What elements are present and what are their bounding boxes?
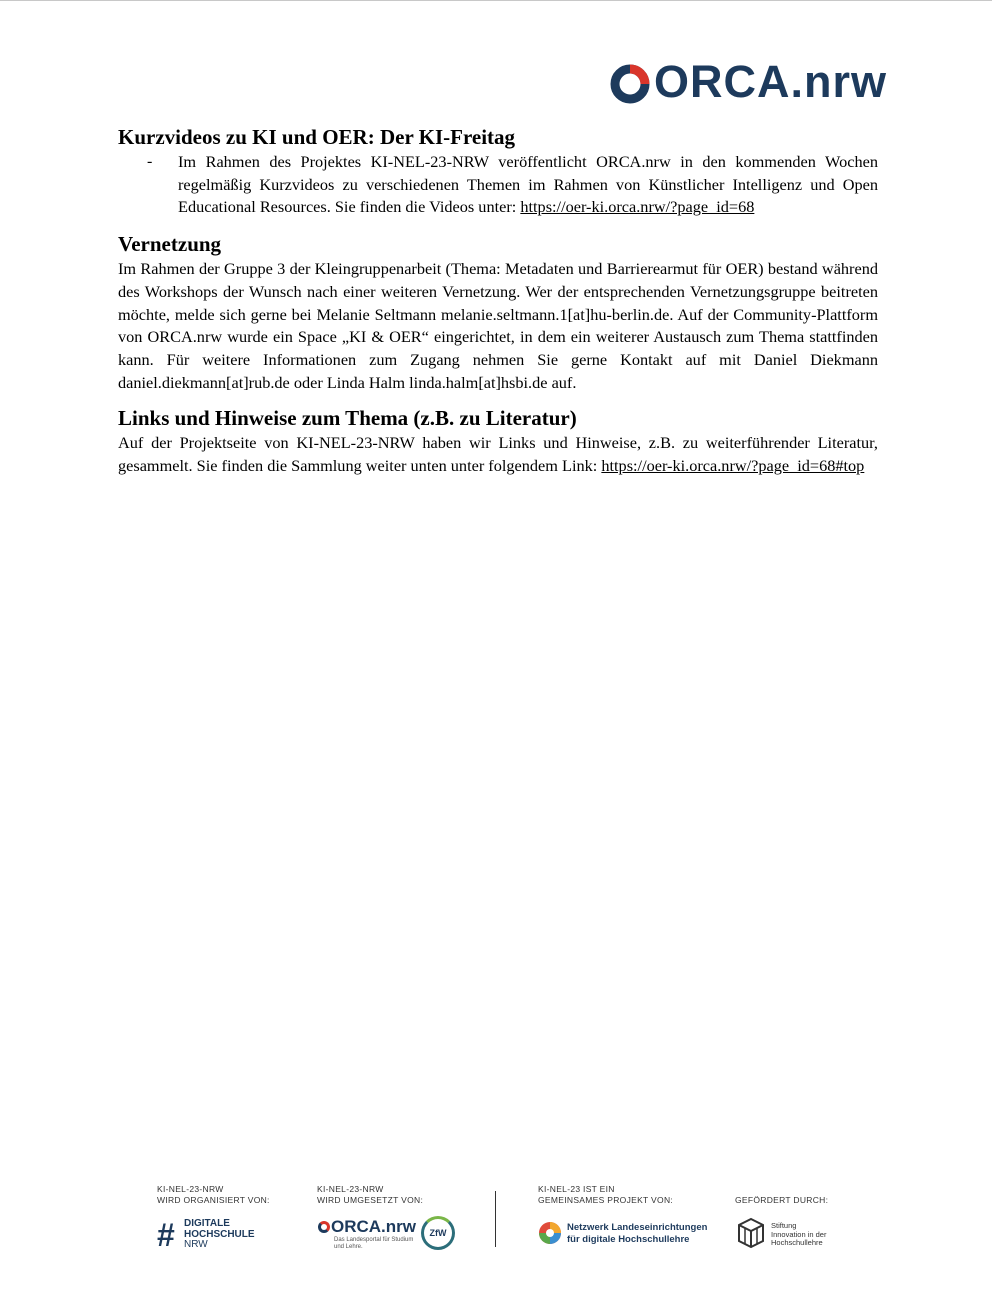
section-paragraph: Im Rahmen der Gruppe 3 der Kleingruppenarbeit (Thema: Metadaten und Barrierearmut für OER) bestand während des Workshops der Wunsch nach einer weiteren Vernetzung. Wer der entsprechenden Vernetzungsgruppe beitreten möchte, melde sich gerne bei Melanie Seltmann melanie.seltmann.1[at]hu-berlin.de. Auf der Community-Plattform von ORCA.nrw wurde ein Space „KI & OER“ eingerichtet, in dem ein weiterer Austausch zum Thema stattfinden kann. Für weitere Informationen zum Zugang nehmen Sie gerne Kontakt auf mit Daniel Diekmann daniel.diekmann[at]rub.de oder Linda Halm linda.halm[at]hsbi.de auf. (118, 259, 878, 392)
section-heading: Links und Hinweise zum Thema (z.B. zu Literatur) (118, 406, 577, 431)
section-links (118, 405, 878, 477)
hash-icon: # (157, 1217, 175, 1253)
footer-caption-project: KI-NEL-23 IST EIN GEMEINSAMES PROJEKT VON: (538, 1184, 674, 1205)
netzwerk-icon (538, 1221, 562, 1245)
logo-text: für digitale Hochschullehre (567, 1233, 690, 1245)
netzwerk-logo (538, 1219, 728, 1249)
digitale-hochschule-logo (157, 1217, 267, 1253)
footer-caption-funded: GEFÖRDERT DURCH: (735, 1195, 829, 1205)
footer-divider (495, 1191, 496, 1247)
bullet-dash: - (147, 153, 153, 170)
orca-ring-icon (610, 64, 650, 104)
bullet-text: Im Rahmen des Projektes KI-NEL-23-NRW veröffentlicht ORCA.nrw in den kommenden Wochen regelmäßig Kurzvideos zu verschiedenen Themen im Rahmen von Künstlicher Intelligenz und Open Educational Resources. Sie finden die Videos unter: (178, 152, 878, 217)
section-heading: Kurzvideos zu KI und OER: Der KI-Freitag (118, 125, 516, 149)
paragraph-text: Auf der Projektseite von KI-NEL-23-NRW haben wir Links und Hinweise, z.B. zu weiterführender Literatur, gesammelt. Sie finden die Sammlung weiter unten unter folgendem Link: (118, 433, 878, 476)
main-content (118, 122, 878, 478)
ziw-logo: ZfW (421, 1216, 455, 1250)
section-ki-freitag (118, 124, 878, 219)
bullet-paragraph (178, 151, 878, 219)
orca-ring-icon (318, 1221, 330, 1233)
footer (0, 1175, 992, 1275)
logo-subtitle: Das Landesportal für Studium und Lehre. (334, 1237, 414, 1250)
logo-text: ORCA.nrw (331, 1217, 416, 1236)
logo-text: HOCHSCHULE (184, 1228, 255, 1240)
orca-logo-text: ORCA.nrw (654, 56, 887, 107)
logo-text: Netzwerk Landeseinrichtungen (567, 1222, 708, 1233)
logo-text: Innovation in der (771, 1229, 827, 1239)
section-vernetzung (118, 231, 878, 394)
top-rule (0, 0, 992, 1)
logo-text: Hochschullehre (771, 1238, 823, 1247)
orca-small-logo (318, 1217, 418, 1257)
section-paragraph (118, 432, 878, 477)
logo-text: DIGITALE (184, 1218, 230, 1229)
videos-link[interactable]: https://oer-ki.orca.nrw/?page_id=68 (520, 197, 755, 217)
list-item (118, 151, 878, 219)
logo-text: NRW (184, 1239, 208, 1250)
stiftung-logo (737, 1217, 847, 1251)
cube-icon (737, 1217, 765, 1249)
literature-link[interactable]: https://oer-ki.orca.nrw/?page_id=68#top (601, 456, 865, 476)
section-heading: Vernetzung (118, 232, 222, 257)
footer-caption-implemented: KI-NEL-23-NRW WIRD UMGESETZT VON: (317, 1184, 424, 1205)
footer-caption-organized: KI-NEL-23-NRW WIRD ORGANISIERT VON: (157, 1184, 270, 1205)
logo-text: Stiftung (771, 1221, 797, 1230)
orca-logo (610, 56, 887, 112)
